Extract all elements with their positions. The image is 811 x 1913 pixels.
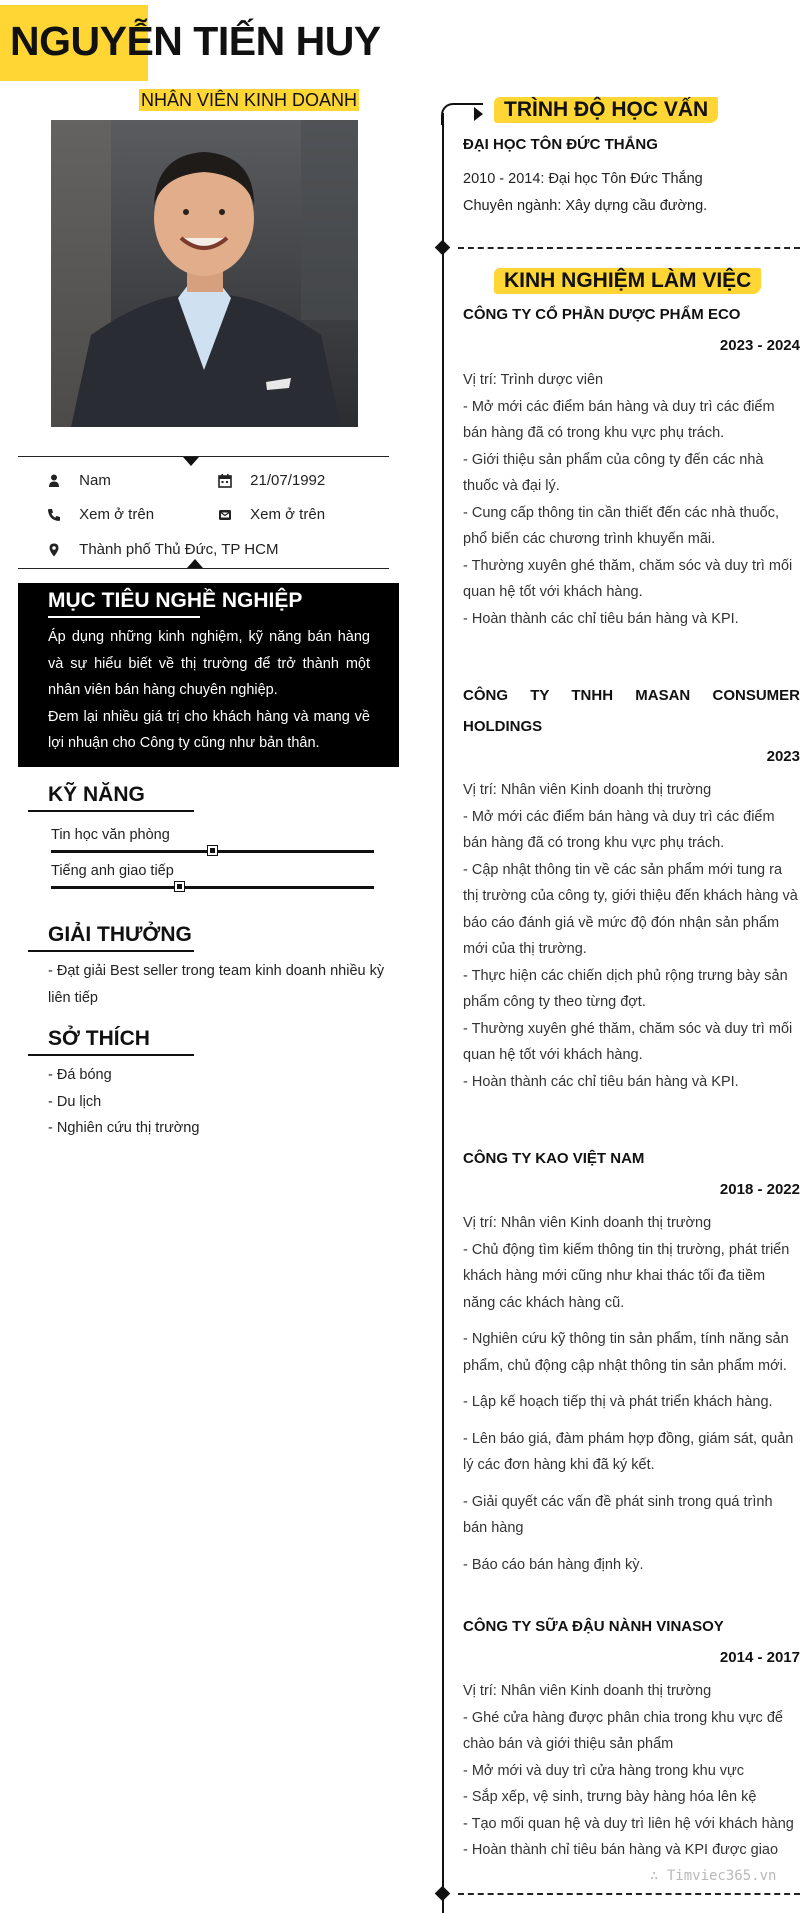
address-row bbox=[46, 541, 278, 559]
skill-bar-english bbox=[51, 886, 374, 889]
job-duty: - Tạo mối quan hệ và duy trì liên hệ với khách hàng bbox=[463, 1815, 794, 1832]
job-duty: - Lập kế hoạch tiếp thị và phát triển khách hàng. bbox=[463, 1394, 773, 1410]
skill-label-english: Tiếng anh giao tiếp bbox=[51, 863, 174, 879]
gender-value: Nam bbox=[79, 472, 111, 489]
person-icon bbox=[46, 473, 62, 489]
experience-title: KINH NGHIỆM LÀM VIỆC bbox=[494, 268, 761, 294]
envelope-icon bbox=[217, 507, 233, 523]
job-details bbox=[463, 1678, 800, 1864]
hobbies-underline bbox=[28, 1054, 194, 1056]
job-details bbox=[463, 777, 800, 1095]
phone-icon bbox=[46, 507, 62, 523]
hobby-item: - Đá bóng bbox=[48, 1067, 112, 1083]
phone-row bbox=[46, 506, 154, 524]
calendar-icon bbox=[217, 473, 233, 489]
job-years: 2023 bbox=[766, 748, 800, 765]
job-duty: - Báo cáo bán hàng định kỳ. bbox=[463, 1556, 644, 1573]
watermark: ∴ Timviec365.vn bbox=[650, 1868, 777, 1884]
objective-line-2: Đem lại nhiều giá trị cho khách hàng và mang về lợi nhuận cho Công ty cũng như bản thân. bbox=[48, 708, 370, 751]
job-position: Vị trí: Trình dược viên bbox=[463, 372, 604, 388]
job-duty: - Mở mới các điểm bán hàng và duy trì các điểm bán hàng đã có trong khu vực phụ trách. bbox=[463, 398, 775, 441]
job-duty: - Mở mới và duy trì cửa hàng trong khu vực bbox=[463, 1762, 745, 1779]
objective-line-1: Áp dụng những kinh nghiệm, kỹ năng bán hàng và sự hiểu biết về thị trường để trở thành một nhân viên bán hàng chuyên nghiệp. bbox=[48, 629, 370, 698]
gender-row bbox=[46, 472, 111, 490]
job-duty: - Hoàn thành chỉ tiêu bán hàng và KPI được giao bbox=[463, 1842, 779, 1858]
email-row bbox=[217, 506, 325, 524]
job-details bbox=[463, 367, 800, 632]
job-duty: - Giải quyết các vấn đề phát sinh trong quá trình bán hàng bbox=[463, 1493, 773, 1536]
job-position: Vị trí: Nhân viên Kinh doanh thị trường bbox=[463, 782, 712, 798]
education-period: 2010 - 2014: Đại học Tôn Đức Thắng bbox=[463, 171, 703, 187]
job-company: CÔNG TY CỔ PHẦN DƯỢC PHẨM ECO bbox=[463, 306, 741, 323]
education-school: ĐẠI HỌC TÔN ĐỨC THẮNG bbox=[463, 136, 658, 153]
awards-title: GIẢI THƯỞNG bbox=[48, 923, 192, 946]
job-position: Vị trí: Nhân viên Kinh doanh thị trường bbox=[463, 1683, 712, 1699]
location-pin-icon bbox=[46, 542, 62, 558]
skills-underline bbox=[28, 810, 194, 812]
job-title: NHÂN VIÊN KINH DOANH bbox=[141, 90, 358, 110]
hobby-item: - Nghiên cứu thị trường bbox=[48, 1120, 200, 1136]
job-years: 2014 - 2017 bbox=[719, 1649, 800, 1666]
job-duty: - Hoàn thành các chỉ tiêu bán hàng và KPI. bbox=[463, 1073, 739, 1090]
job-duty: - Nghiên cứu kỹ thông tin sản phẩm, tính năng sản phẩm, chủ động cập nhật thông tin sản phẩm mới. bbox=[463, 1331, 789, 1374]
timeline-arrow-icon bbox=[474, 107, 483, 121]
job-duty: - Thường xuyên ghé thăm, chăm sóc và duy trì mối quan hệ tốt với khách hàng. bbox=[463, 1020, 793, 1063]
skill-label-office: Tin học văn phòng bbox=[51, 827, 170, 843]
timeline-line bbox=[442, 113, 444, 1913]
info-divider-bottom bbox=[18, 568, 389, 569]
job-duty: - Ghé cửa hàng được phân chia trong khu vực để chào bán và giới thiệu sản phẩm bbox=[463, 1709, 783, 1752]
timeline-node bbox=[435, 1886, 451, 1902]
job-duty: - Sắp xếp, vệ sinh, trưng bày hàng hóa lên kệ bbox=[463, 1789, 757, 1805]
info-divider-marker-up bbox=[187, 559, 203, 568]
timeline-node bbox=[435, 240, 451, 256]
address-value: Thành phố Thủ Đức, TP HCM bbox=[79, 541, 279, 558]
candidate-name: NGUYỄN TIẾN HUY bbox=[10, 18, 381, 64]
section-divider bbox=[458, 1893, 800, 1895]
job-company: CÔNG TY SỮA ĐẬU NÀNH VINASOY bbox=[463, 1618, 724, 1635]
job-duty: - Chủ động tìm kiếm thông tin thị trường, phát triển khách hàng mới cũng như khai thác tối đa tiềm năng các khách hàng cũ. bbox=[463, 1241, 790, 1311]
job-duty: - Thường xuyên ghé thăm, chăm sóc và duy trì mối quan hệ tốt với khách hàng. bbox=[463, 557, 793, 600]
job-details bbox=[463, 1210, 800, 1578]
job-duty: - Cập nhật thông tin về các sản phẩm mới tung ra thị trường của công ty, giới thiệu đến khách hàng và báo cáo đánh giá về mức độ đón nhận sản phẩm mới của thị trường. bbox=[463, 861, 798, 957]
hobbies-list bbox=[48, 1062, 348, 1142]
birthday-row bbox=[217, 472, 325, 490]
job-position: Vị trí: Nhân viên Kinh doanh thị trường bbox=[463, 1215, 712, 1231]
job-years: 2023 - 2024 bbox=[719, 337, 800, 354]
job-duty: - Thực hiện các chiến dịch phủ rộng trưng bày sản phẩm công ty theo từng đợt. bbox=[463, 967, 788, 1010]
skill-level-marker-english bbox=[174, 881, 185, 892]
skills-title: KỸ NĂNG bbox=[48, 783, 145, 806]
job-duty: - Mở mới các điểm bán hàng và duy trì các điểm bán hàng đã có trong khu vực phụ trách. bbox=[463, 808, 775, 851]
job-company: CÔNG TY KAO VIỆT NAM bbox=[463, 1150, 645, 1167]
phone-value: Xem ở trên bbox=[79, 506, 155, 523]
profile-photo bbox=[51, 120, 358, 427]
job-duty: - Lên báo giá, đàm phám hợp đồng, giám sát, quản lý các đơn hàng khi đã ký kết. bbox=[463, 1430, 794, 1473]
education-title: TRÌNH ĐỘ HỌC VẤN bbox=[494, 97, 718, 123]
job-duty: - Hoàn thành các chỉ tiêu bán hàng và KPI. bbox=[463, 610, 739, 627]
skill-level-marker-office bbox=[207, 845, 218, 856]
job-duty: - Cung cấp thông tin cần thiết đến các nhà thuốc, phổ biến các chương trình khuyến mãi. bbox=[463, 504, 779, 547]
job-years: 2018 - 2022 bbox=[719, 1181, 800, 1198]
award-item: - Đạt giải Best seller trong team kinh doanh nhiều kỳ liên tiếp bbox=[48, 963, 385, 1006]
birthday-value: 21/07/1992 bbox=[250, 472, 326, 489]
job-company: CÔNG TY TNHH MASAN CONSUMER HOLDINGS bbox=[463, 687, 800, 735]
awards-underline bbox=[28, 950, 194, 952]
info-divider-top bbox=[18, 456, 389, 457]
email-value: Xem ở trên bbox=[250, 506, 326, 523]
info-divider-marker-down bbox=[183, 457, 199, 466]
hobby-item: - Du lịch bbox=[48, 1093, 102, 1110]
education-major: Chuyên ngành: Xây dựng cầu đường. bbox=[463, 198, 708, 214]
section-divider bbox=[458, 247, 800, 249]
objective-text bbox=[48, 624, 370, 757]
objective-underline bbox=[48, 616, 200, 618]
objective-title: MỤC TIÊU NGHỀ NGHIỆP bbox=[48, 589, 303, 612]
hobbies-title: SỞ THÍCH bbox=[48, 1027, 150, 1050]
job-duty: - Giới thiệu sản phẩm của công ty đến các nhà thuốc và đại lý. bbox=[463, 451, 764, 494]
